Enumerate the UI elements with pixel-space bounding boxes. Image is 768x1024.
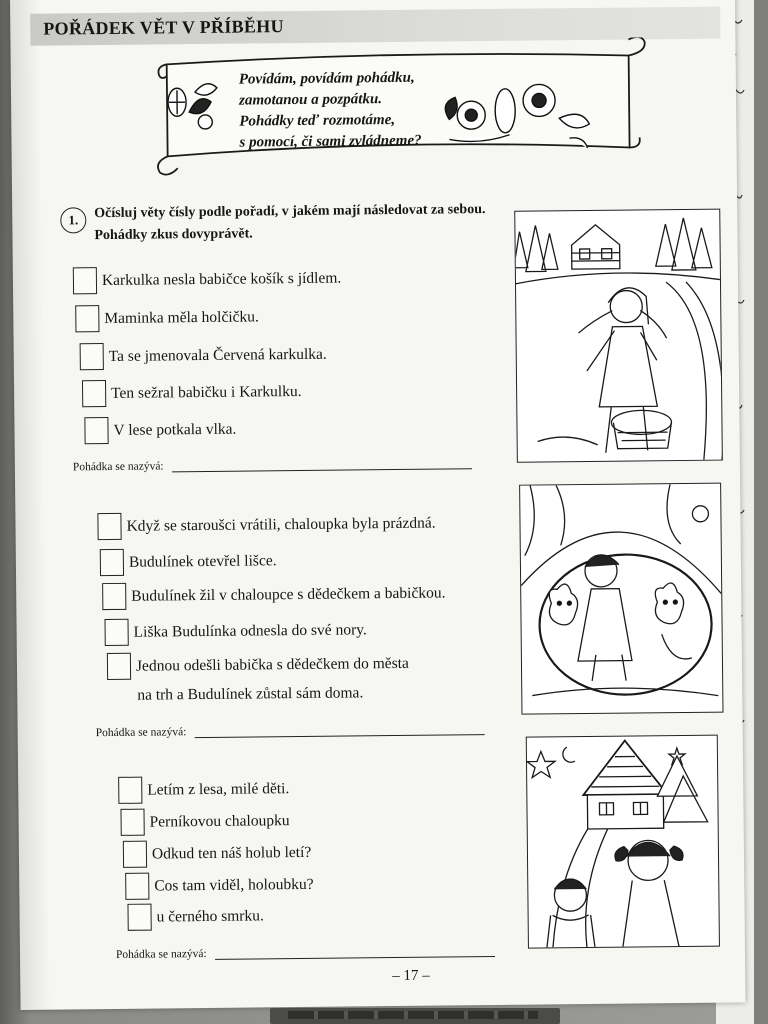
- sentence-text: Když se staroušci vrátili, chaloupka byla prázdná.: [126, 514, 436, 535]
- sentence-item: [127, 902, 263, 930]
- sentence-text: Perníkovou chaloupku: [149, 811, 290, 831]
- sentence-item: [73, 265, 342, 295]
- order-checkbox[interactable]: [127, 904, 151, 931]
- page-title: POŘÁDEK VĚT V PŘÍBĚHU: [43, 16, 284, 39]
- sentence-text: V lese potkala vlka.: [113, 420, 237, 439]
- order-checkbox[interactable]: [73, 267, 97, 294]
- order-checkbox[interactable]: [120, 809, 144, 836]
- sentence-item: [104, 616, 366, 646]
- poem: [239, 68, 422, 154]
- worksheet-page: [10, 0, 746, 1010]
- answer-label: Pohádka se nazývá:: [95, 726, 187, 740]
- order-checkbox[interactable]: [107, 653, 131, 680]
- sentence-item: [97, 510, 435, 541]
- sentence-text: Budulínek otevřel lišce.: [128, 551, 277, 571]
- sentence-text: u černého smrku.: [156, 906, 264, 926]
- sentence-text: Cos tam viděl, holoubku?: [154, 875, 314, 895]
- sentence-text: Letím z lesa, milé děti.: [147, 779, 290, 799]
- answer-label: Pohádka se nazývá:: [72, 460, 164, 474]
- order-checkbox[interactable]: [82, 380, 106, 407]
- poem-line: Povídám, povídám pohádku,: [238, 69, 415, 88]
- sentence-text: Jednou odešli babička s dědečkem do města: [135, 654, 409, 675]
- answer-line[interactable]: [215, 955, 495, 960]
- answer-row: [116, 945, 495, 961]
- sentence-text: Ten sežral babičku i Karkulku.: [111, 382, 302, 402]
- sentence-text: Maminka měla holčičku.: [104, 307, 259, 327]
- sentence-item: [75, 303, 259, 332]
- poem-line: Pohádky teď rozmotáme,: [239, 111, 396, 130]
- sentence-item: [100, 547, 277, 576]
- order-checkbox[interactable]: [80, 343, 104, 370]
- sentence-item: [120, 807, 289, 836]
- answer-line[interactable]: [194, 733, 484, 738]
- order-checkbox[interactable]: [100, 549, 124, 576]
- sentence-text: Liška Budulínka odnesla do své nory.: [133, 620, 367, 641]
- instruction-line: Pohádky zkus dovyprávět.: [94, 226, 253, 244]
- order-checkbox[interactable]: [125, 873, 149, 900]
- sentence-item: [102, 579, 445, 610]
- sentence-item: [80, 341, 327, 371]
- illustration-gingerbread-house: [526, 735, 720, 949]
- sentence-item: [107, 650, 409, 680]
- sentence-text: Ta se jmenovala Červená karkulka.: [108, 345, 327, 365]
- task-instruction: [94, 199, 486, 247]
- sentence-item: [82, 378, 302, 407]
- task-number: 1.: [60, 207, 86, 233]
- sentence-text: Odkud ten náš holub letí?: [151, 843, 312, 863]
- sentence-item: [123, 839, 312, 868]
- order-checkbox[interactable]: [123, 841, 147, 868]
- poem-line: zamotanou a pozpátku.: [238, 91, 383, 109]
- answer-row: [96, 723, 485, 739]
- instruction-line: Očísluj věty čísly podle pořadí, v jakém mají následovat za sebou.: [94, 202, 486, 222]
- poem-line: s pomocí, či sami zvládneme?: [239, 132, 422, 151]
- sentence-item: [125, 871, 314, 900]
- sentence-text: Karkulka nesla babičce košík s jídlem.: [101, 269, 342, 289]
- sentence-continuation: na trh a Budulínek zůstal sám doma.: [137, 684, 364, 704]
- order-checkbox[interactable]: [104, 619, 128, 646]
- answer-line[interactable]: [172, 467, 472, 472]
- keyboard-edge: [270, 1008, 560, 1024]
- illustration-budulinek-fox-den: [519, 483, 723, 715]
- illustration-red-riding-hood: [514, 209, 723, 463]
- order-checkbox[interactable]: [118, 777, 142, 804]
- sentence-text: Budulínek žil v chaloupce s dědečkem a babičkou.: [131, 583, 446, 605]
- sentence-item: [84, 416, 236, 445]
- answer-label: Pohádka se nazývá:: [115, 947, 207, 961]
- order-checkbox[interactable]: [102, 583, 126, 610]
- order-checkbox[interactable]: [84, 417, 108, 444]
- sentence-item: [118, 775, 289, 804]
- order-checkbox[interactable]: [97, 513, 121, 540]
- answer-row: [73, 457, 472, 473]
- page-number: – 17 –: [392, 967, 430, 985]
- order-checkbox[interactable]: [75, 305, 99, 332]
